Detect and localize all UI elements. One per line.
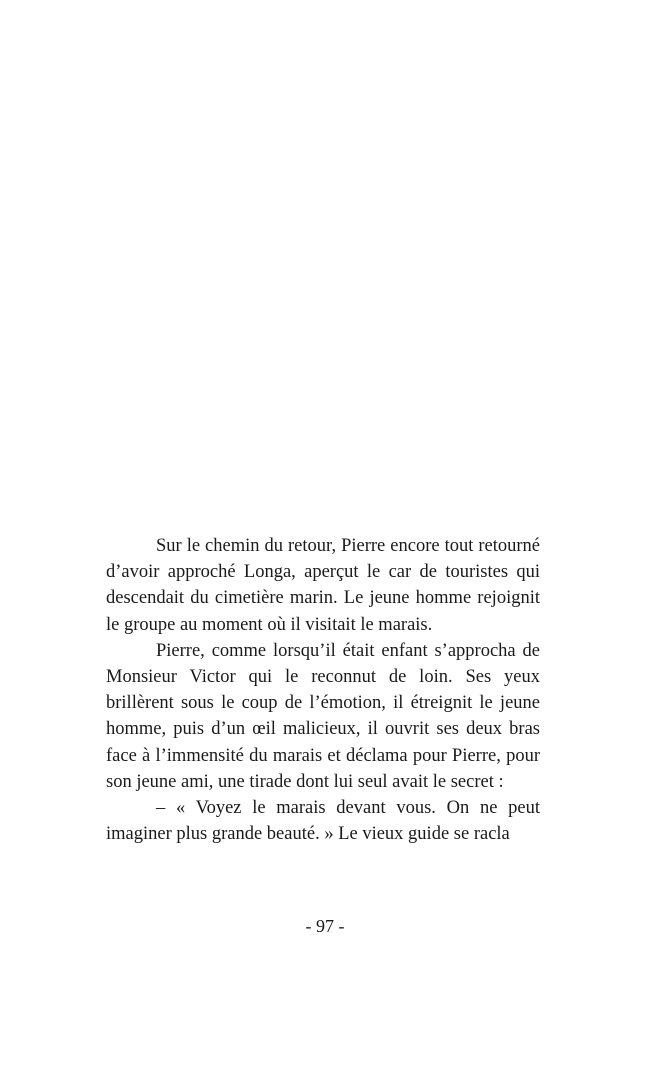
paragraph-3: – « Voyez le marais devant vous. On ne peut imaginer plus grande beauté. » Le vieux guide se racla xyxy=(106,798,540,845)
body-text xyxy=(106,533,540,847)
paragraph-2: Pierre, comme lorsqu’il était enfant s’approcha de Monsieur Victor qui le reconnut de loin. Ses yeux brillèrent sous le coup de l’émotion, il étreignit le jeune homme, puis d’un œil malicieux, il ouvrit ses deux bras face à l’immensité du marais et déclama pour Pierre, pour son jeune ami, une tirade dont lui seul avait le secret : xyxy=(106,640,540,792)
paragraph-1: Sur le chemin du retour, Pierre encore tout retourné d’avoir approché Longa, aperçut le car de touristes qui descendait du cimetière marin. Le jeune homme rejoignit le groupe au moment où il visitait le marais. xyxy=(106,536,540,635)
page-number: - 97 - xyxy=(305,916,345,936)
